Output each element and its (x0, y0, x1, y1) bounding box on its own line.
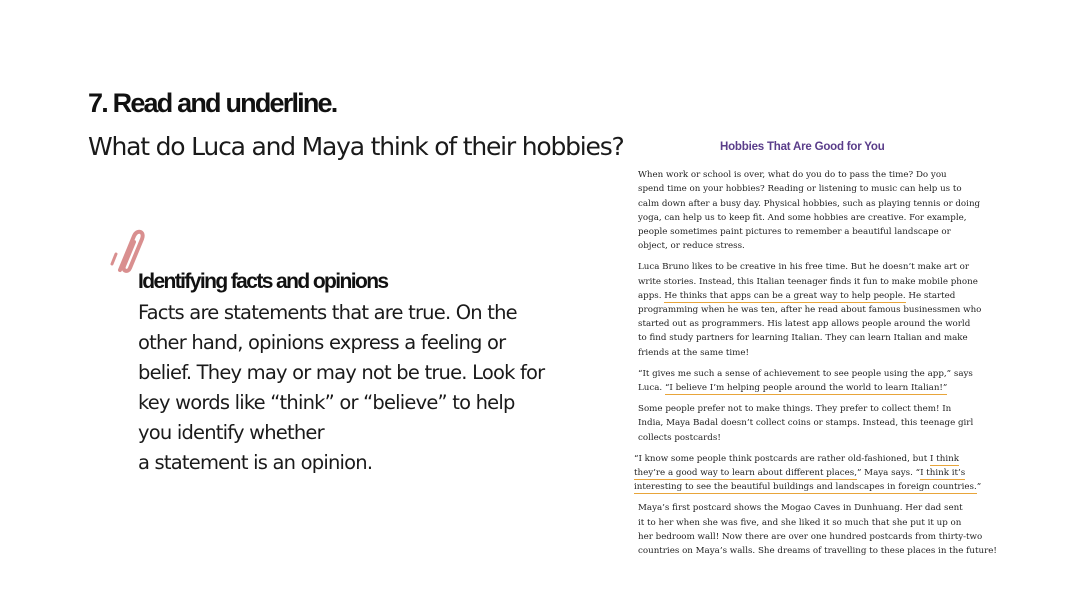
tip-line: a statement is an opinion. (138, 451, 373, 474)
underlined-opinion: He thinks that apps can be a great way to help people. (664, 290, 906, 301)
article-paragraph-2 (638, 260, 980, 359)
article-paragraph-3 (638, 367, 980, 395)
article-line: India, Maya Badal doesn’t collect coins or stamps. Instead, this teenage girl (638, 418, 974, 429)
text-fragment: He started (905, 290, 956, 301)
text-fragment: ” (976, 482, 982, 493)
article-line: spend time on your hobbies? Reading or listening to music can help us to (638, 184, 962, 195)
reading-article (634, 140, 997, 565)
article-paragraph-4 (638, 402, 980, 445)
article-line: Some people prefer not to make things. They prefer to collect them! In (638, 404, 952, 415)
tip-line: key words like “think” or “believe” to help (138, 391, 515, 414)
tip-body (138, 298, 618, 478)
article-line: countries on Maya’s walls. She dreams of travelling to these places in the future! (638, 546, 997, 557)
article-line: started out as programmers. His latest app allows people around the world (638, 319, 971, 330)
tip-title: Identifying facts and opinions (138, 270, 388, 293)
tip-line: belief. They may or may not be true. Look for (138, 361, 545, 384)
tip-line: other hand, opinions express a feeling or (138, 331, 506, 354)
underlined-opinion: I think it’s (920, 468, 966, 479)
underlined-opinion: interesting to see the beautiful buildings and landscapes in foreign countries. (634, 482, 977, 493)
tip-line: Facts are statements that are true. On the (138, 301, 517, 324)
underlined-opinion: they’re a good way to learn about different places, (634, 468, 857, 479)
underlined-opinion: I think (930, 453, 959, 464)
article-line: Maya’s first postcard shows the Mogao Caves in Dunhuang. Her dad sent (638, 503, 963, 514)
article-title: Hobbies That Are Good for You (720, 141, 885, 153)
text-fragment: apps. (638, 290, 665, 301)
text-fragment: “I know some people think postcards are rather old-fashioned, but (634, 453, 931, 464)
article-line: friends at the same time! (638, 347, 750, 358)
article-line: When work or school is over, what do you do to pass the time? Do you (638, 170, 947, 181)
article-line: write stories. Instead, this Italian teenager finds it fun to make mobile phone (638, 276, 978, 287)
article-paragraph-6 (638, 501, 997, 558)
exercise-question: What do Luca and Maya think of their hobbies? (88, 132, 624, 161)
article-line (634, 466, 980, 480)
article-line: collects postcards! (638, 432, 721, 443)
text-fragment: Luca. (638, 383, 665, 394)
article-paragraph-5 (634, 452, 980, 495)
article-line: people sometimes paint pictures to remember a beautiful landscape or (638, 227, 951, 238)
article-paragraph-1 (638, 168, 980, 253)
article-line (638, 381, 980, 395)
exercise-heading: 7. Read and underline. (88, 88, 337, 118)
article-line (634, 452, 980, 466)
article-line: programming when he was ten, after he read about famous businessmen who (638, 305, 982, 316)
text-fragment: ” Maya says. “ (856, 468, 921, 479)
article-line: to find study partners for learning Italian. They can learn Italian and make (638, 333, 968, 344)
article-line: Luca Bruno likes to be creative in his free time. But he doesn’t make art or (638, 262, 970, 273)
underlined-opinion: “I believe I’m helping people around the world to learn Italian!” (664, 383, 948, 394)
article-line: yoga, can help us to keep fit. And some hobbies are creative. For example, (638, 212, 967, 223)
article-line: it to her when she was five, and she liked it so much that she put it up on (638, 517, 962, 528)
tip-line: you identify whether (138, 421, 324, 444)
article-line: “It gives me such a sense of achievement to see people using the app,” says (638, 368, 973, 379)
article-line: object, or reduce stress. (638, 241, 745, 252)
article-line: calm down after a busy day. Physical hobbies, such as playing tennis or doing (638, 198, 981, 209)
article-line: her bedroom wall! Now there are over one hundred postcards from thirty-two (638, 531, 983, 542)
article-line (634, 480, 980, 494)
article-line (638, 289, 980, 303)
